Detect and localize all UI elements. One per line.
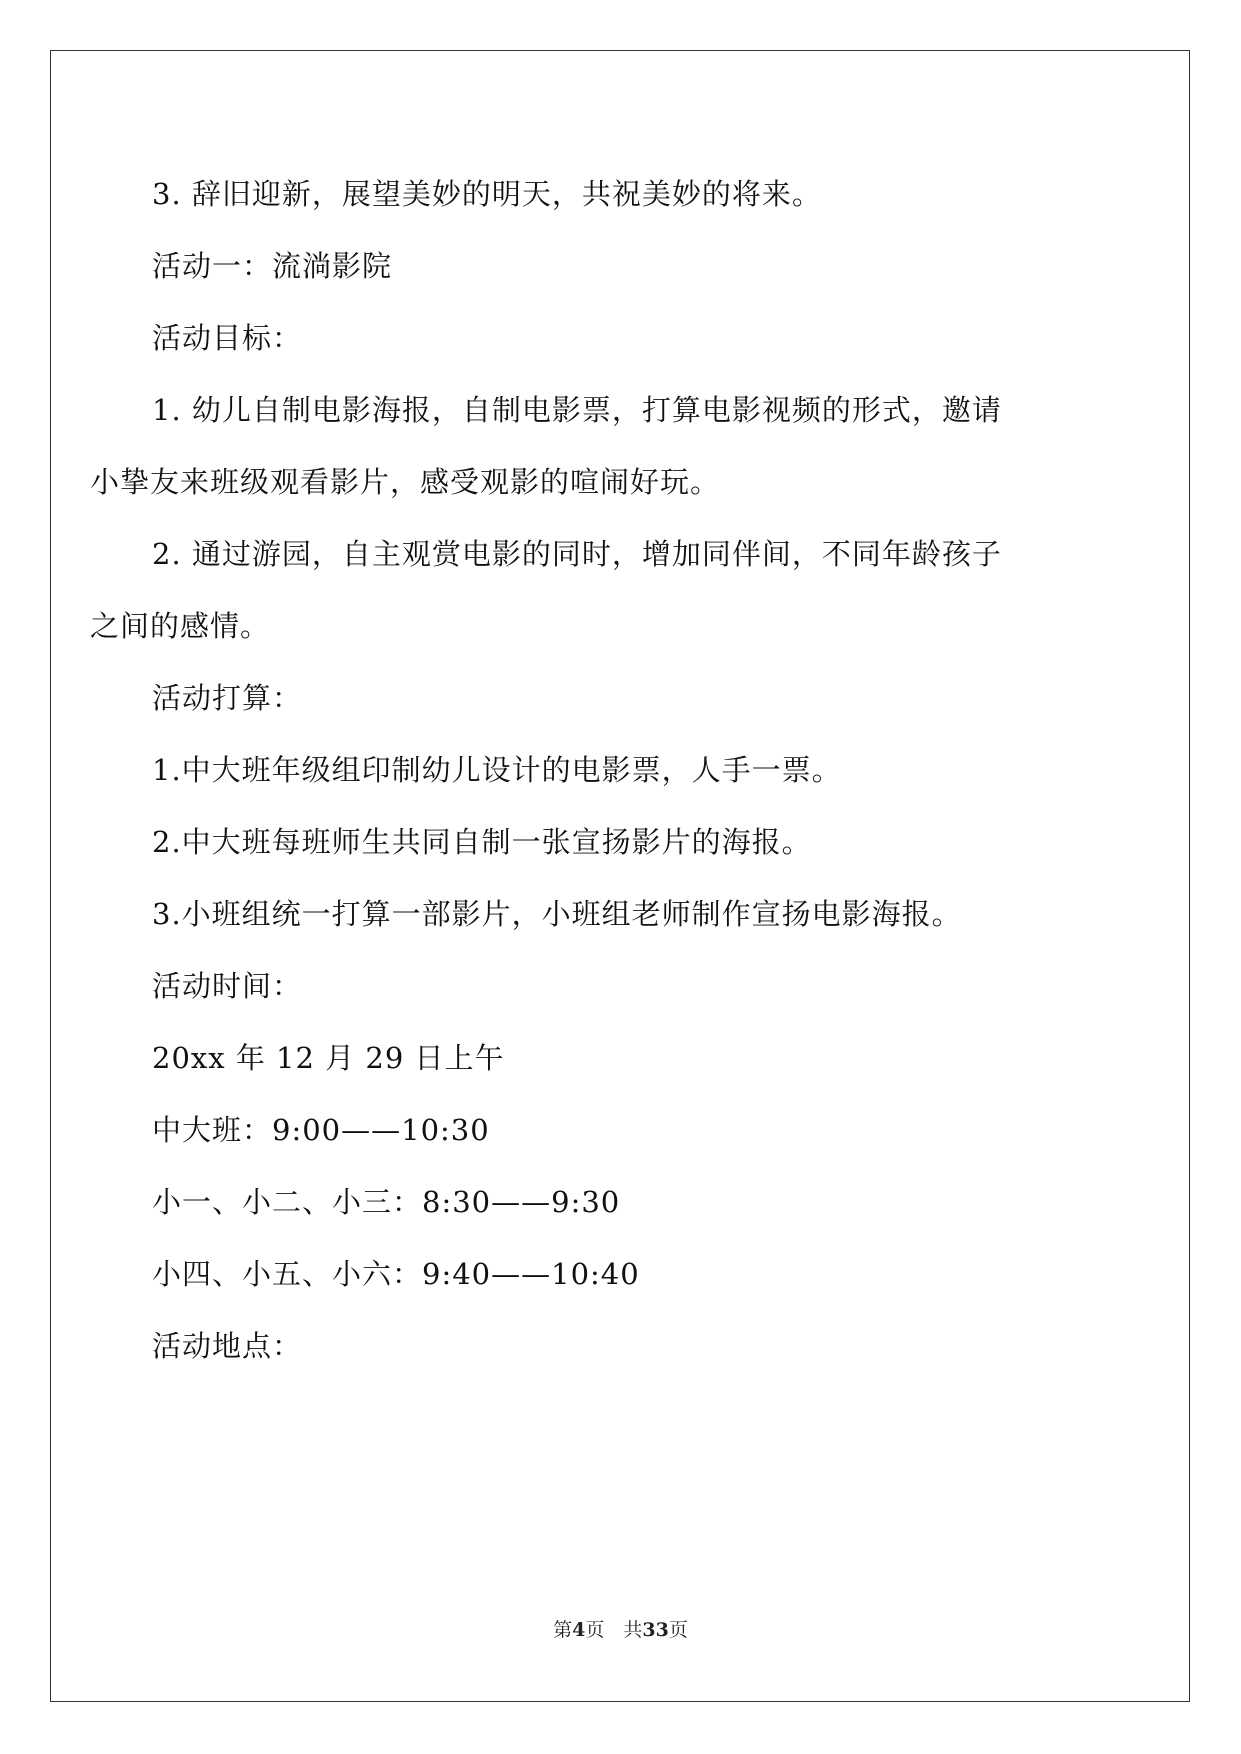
current-page-number: 4: [572, 1619, 586, 1641]
footer-mid: 页 共: [585, 1619, 643, 1641]
text-line: 1.中大班年级组印制幼儿设计的电影票，人手一票。: [152, 753, 842, 787]
text-line: 小四、小五、小六：9:40——10:40: [152, 1257, 640, 1291]
section-heading: 活动一：流淌影院: [152, 249, 393, 283]
page-border: [50, 50, 1190, 1702]
page-footer: [0, 1618, 1241, 1642]
text-line: 之间的感情。: [90, 609, 271, 643]
section-heading: 活动打算：: [152, 681, 303, 715]
text-line: 3. 辞旧迎新，展望美妙的明天，共祝美妙的将来。: [152, 177, 822, 211]
section-heading: 活动地点：: [152, 1329, 303, 1363]
section-heading: 活动时间：: [152, 969, 303, 1003]
text-line: 小一、小二、小三：8:30——9:30: [152, 1185, 621, 1219]
footer-prefix: 第: [553, 1619, 573, 1641]
text-line: 小挚友来班级观看影片，感受观影的喧闹好玩。: [90, 465, 721, 499]
section-heading: 活动目标：: [152, 321, 303, 355]
total-page-count: 33: [642, 1619, 669, 1641]
text-line: 3.小班组统一打算一部影片，小班组老师制作宣扬电影海报。: [152, 897, 962, 931]
text-line: 1. 幼儿自制电影海报，自制电影票，打算电影视频的形式，邀请: [152, 393, 1002, 427]
text-line: 2.中大班每班师生共同自制一张宣扬影片的海报。: [152, 825, 812, 859]
text-line: 2. 通过游园，自主观赏电影的同时，增加同伴间，不同年龄孩子: [152, 537, 1002, 571]
footer-suffix: 页: [668, 1619, 688, 1641]
text-line: 中大班：9:00——10:30: [152, 1113, 490, 1147]
text-line: 20xx 年 12 月 29 日上午: [152, 1041, 505, 1075]
